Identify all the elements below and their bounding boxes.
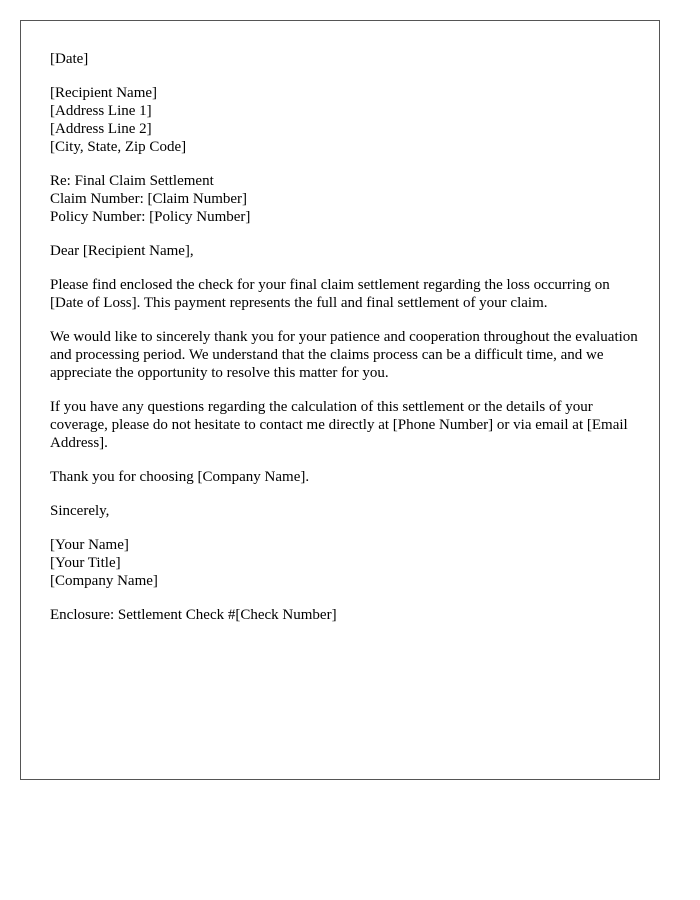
paragraph-thank-you: We would like to sincerely thank you for your patience and cooperation throughout the evaluation and processing period. We understand that the claims process can be a difficult time, and we appreciate the opportunity to resolve this matter for you. [50,329,638,381]
address-line-2: [Address Line 2] [50,121,152,137]
policy-number: Policy Number: [Policy Number] [50,209,251,225]
subject-line: Re: Final Claim Settlement [50,173,214,189]
recipient-name: [Recipient Name] [50,85,158,101]
city-state-zip: [City, State, Zip Code] [50,139,187,155]
signature-block [50,536,640,590]
salutation: Dear [Recipient Name], [50,243,194,259]
claim-number: Claim Number: [Claim Number] [50,191,248,207]
signer-name: [Your Name] [50,537,129,553]
paragraph-enclosed-check: Please find enclosed the check for your final claim settlement regarding the loss occurring on [Date of Loss]. This payment represents the full and final settlement of your claim. [50,277,610,311]
signer-title: [Your Title] [50,555,121,571]
address-line-1: [Address Line 1] [50,103,152,119]
closing-block [50,502,640,520]
paragraph-questions: If you have any questions regarding the calculation of this settlement or the details of your coverage, please do not hesitate to contact me directly at [Phone Number] or via email at [Email Address]. [50,399,628,451]
date-block [50,50,640,68]
reference-block [50,172,640,226]
salutation-block [50,242,640,260]
letter-page [20,20,660,780]
recipient-address-block [50,84,640,156]
closing: Sincerely, [50,503,110,519]
signer-company: [Company Name] [50,573,158,589]
letter-body [50,50,640,640]
paragraph-choosing: Thank you for choosing [Company Name]. [50,469,310,485]
enclosure-note: Enclosure: Settlement Check #[Check Number] [50,607,337,623]
letter-date: [Date] [50,51,89,67]
enclosure-block [50,606,640,624]
